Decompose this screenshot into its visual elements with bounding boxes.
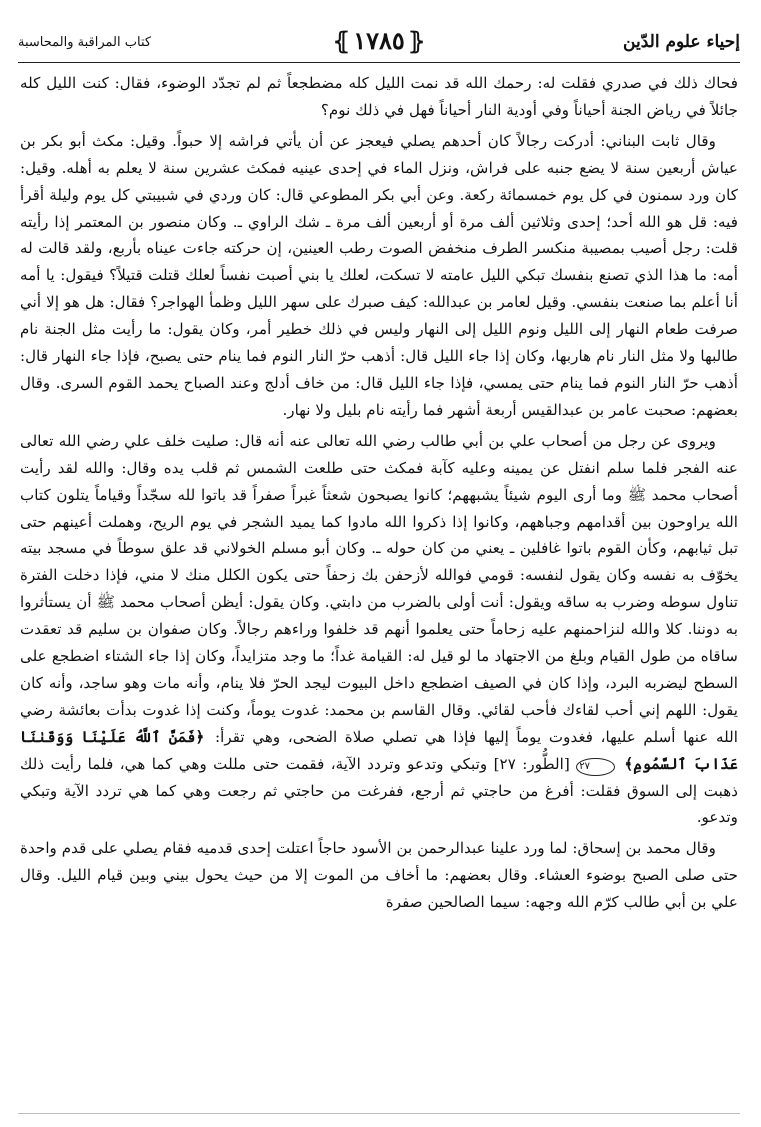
- chapter-title: كتاب المراقبة والمحاسبة: [18, 35, 152, 50]
- page-number-bracket-open: ⦃: [332, 26, 351, 55]
- page-header: [18, 14, 740, 64]
- paragraph-4: وقال محمد بن إسحاق: لما ورد علينا عبدالرحمن بن الأسود حاجاً اعتلت إحدى قدميه فقام يصلي على قدم واحدة حتى صلى الصبح بوضوء العشاء. وقال بعضهم: ما أخاف من الموت إلا من حيث يحول بيني وبين قيام الليل. وقال علي بن أبي طالب كرّم الله وجهه: سيما الصالحين صفرة: [20, 839, 738, 912]
- paragraph-3: [20, 428, 738, 832]
- main-text: [20, 70, 738, 916]
- book-page: [18, 14, 740, 1114]
- page-number-bracket-close: ⦄: [407, 26, 426, 55]
- paragraph-1: فحاك ذلك في صدري فقلت له: رحمك الله قد نمت الليل كله مضطجعاً ثم لم تجدّد الوضوء، فقال: كنت الليل كله جائلاً في رياض الجنة أحياناً وفي أودية النار أحياناً فهل في ذلك نوم؟: [20, 74, 738, 119]
- ayah-number-marker: ٢٧: [576, 758, 615, 776]
- paragraph-3-ending: وتبكي وتدعو وتردد الآية، فقمت حتى مللت وهي كما هي، فلما رأيت ذلك ذهبت إلى السوق فقلت: أفرغ من حاجتي ثم أرجع، ففرغت من حاجتي ثم رجعت وهي كما هي تردد الآية وتبكي وتدعو.: [20, 754, 738, 827]
- page-number-value: ١٧٨٥: [353, 26, 405, 55]
- quran-verse: ﴿فَمَنَّ ٱللَّهُ عَلَيْنَا وَوَقَىٰنَا عَذَابَ ٱلسَّمُومِ﴾: [20, 727, 739, 773]
- paragraph-3-text: ويروى عن رجل من أصحاب علي بن أبي طالب رضي الله تعالى عنه أنه قال: صليت خلف علي رضي الله تعالى عنه الفجر فلما سلم انفتل عن يمينه وعليه كآبة فمكث حتى طلعت الشمس ثم قلب يده وقال: والله لقد رأيت أصحاب محمد ﷺ وما أرى اليوم شيئاً يشبههم؛ كانوا يصبحون شعثاً غبراً صفراً قد باتوا لله سجّداً وقياماً يتلون كتاب الله يراوحون بين أقدامهم وجباههم، وكانوا إذا ذكروا الله مادوا كما يميد الشجر في يوم الريح، وهملت أعينهم حتى تبل ثيابهم، وكأن القوم باتوا غافلين ـ يعني من كان حوله ـ. وكان أبو مسلم الخولاني قد علق سوطاً في مسجد بيته يخوّف به نفسه وكان يقول لنفسه: قومي فوالله لأزحفن بك زحفاً حتى يكون الكلل منك لا مني، فإذا دخلت الفترة تناول سوطه وضرب به ساقه ويقول: أنت أولى بالضرب من دابتي. وكان يقول: أيظن أصحاب محمد ﷺ أن يستأثروا به دوننا. كلا والله لنزاحمنهم عليه زحاماً حتى يعلموا أنهم قد خلفوا وراءهم رجالاً. وكان صفوان بن سليم قد تعقدت ساقاه من طول القيام وبلغ من الاجتهاد ما لو قيل له: القيامة غداً؛ ما وجد متزايداً، وكان إذا جاء الشتاء اضطجع على السطح ليضربه البرد، وإذا كان في الصيف اضطجع داخل البيوت ليجد الحرّ فلا ينام، وأنه مات وهو ساجد، وأنه كان يقول: اللهم إني أحب لقاءك فأحب لقائي. وقال القاسم بن محمد: غدوت يوماً، وكنت إذا غدوت بدأت بعائشة رضي الله عنها أسلم عليها، فغدوت يوماً إليها فإذا هي تصلي صلاة الضحى، وهي تقرأ:: [20, 431, 739, 746]
- book-title: إحياء علوم الدّين: [623, 32, 740, 52]
- header-divider: [18, 62, 740, 63]
- page-number: [330, 26, 429, 55]
- bottom-divider: [18, 1113, 740, 1114]
- paragraph-2: وقال ثابت البناني: أدركت رجالاً كان أحدهم يصلي فيعجز عن أن يأتي فراشه إلا حبواً. وقيل: مكث أبو بكر بن عياش أربعين سنة لا يضع جنبه على فراش، ونزل الماء في إحدى عينيه فمكث عشرين سنة لا يعلم به أهله. وقيل: كان ورد سمنون في كل يوم خمسمائة ركعة. وعن أبي بكر المطوعي قال: كان وردي في شبيبتي كل يوم وليلة أقرأ فيه: قل هو الله أحد؛ إحدى وثلاثين ألف مرة أو أربعين ألف مرة ـ شك الراوي ـ. وكان منصور بن المعتمر إذا رأيته قلت: رجل أصيب بمصيبة منكسر الطرف منخفض الصوت رطب العينين، إن حركته جاءت عيناه بأربع، ولقد قالت له أمه: ما هذا الذي تصنع بنفسك تبكي الليل عامته لا تسكت، لعلك يا بني أصبت نفساً لعلك قتلت قتيلاً؟ فيقول: يا أمه أنا أعلم بما صنعت بنفسي. وقيل لعامر بن عبدالله: كيف صبرك على سهر الليل وظمأ الهواجر؟ فقال: هل هو إلا أني صرفت طعام النهار إلى الليل ونوم الليل إلى النهار وليس في ذلك خطير أمر، وكان يقول: ما رأيت مثل الجنة نام طالبها ولا مثل النار نام هاربها، وكان إذا جاء الليل قال: أذهب حرّ النار النوم فما ينام حتى يصبح، فإذا جاء النهار قال: أذهب حرّ النار النوم فما ينام حتى يمسي، فإذا جاء الليل قال: من خاف أدلج وعند الصباح يحمد القوم السرى. وقال بعضهم: صحبت عامر بن عبدالقيس أربعة أشهر فما رأيته نام بليل ولا نهار.: [20, 131, 738, 419]
- quran-reference: [الطُّور: ٢٧]: [493, 754, 570, 773]
